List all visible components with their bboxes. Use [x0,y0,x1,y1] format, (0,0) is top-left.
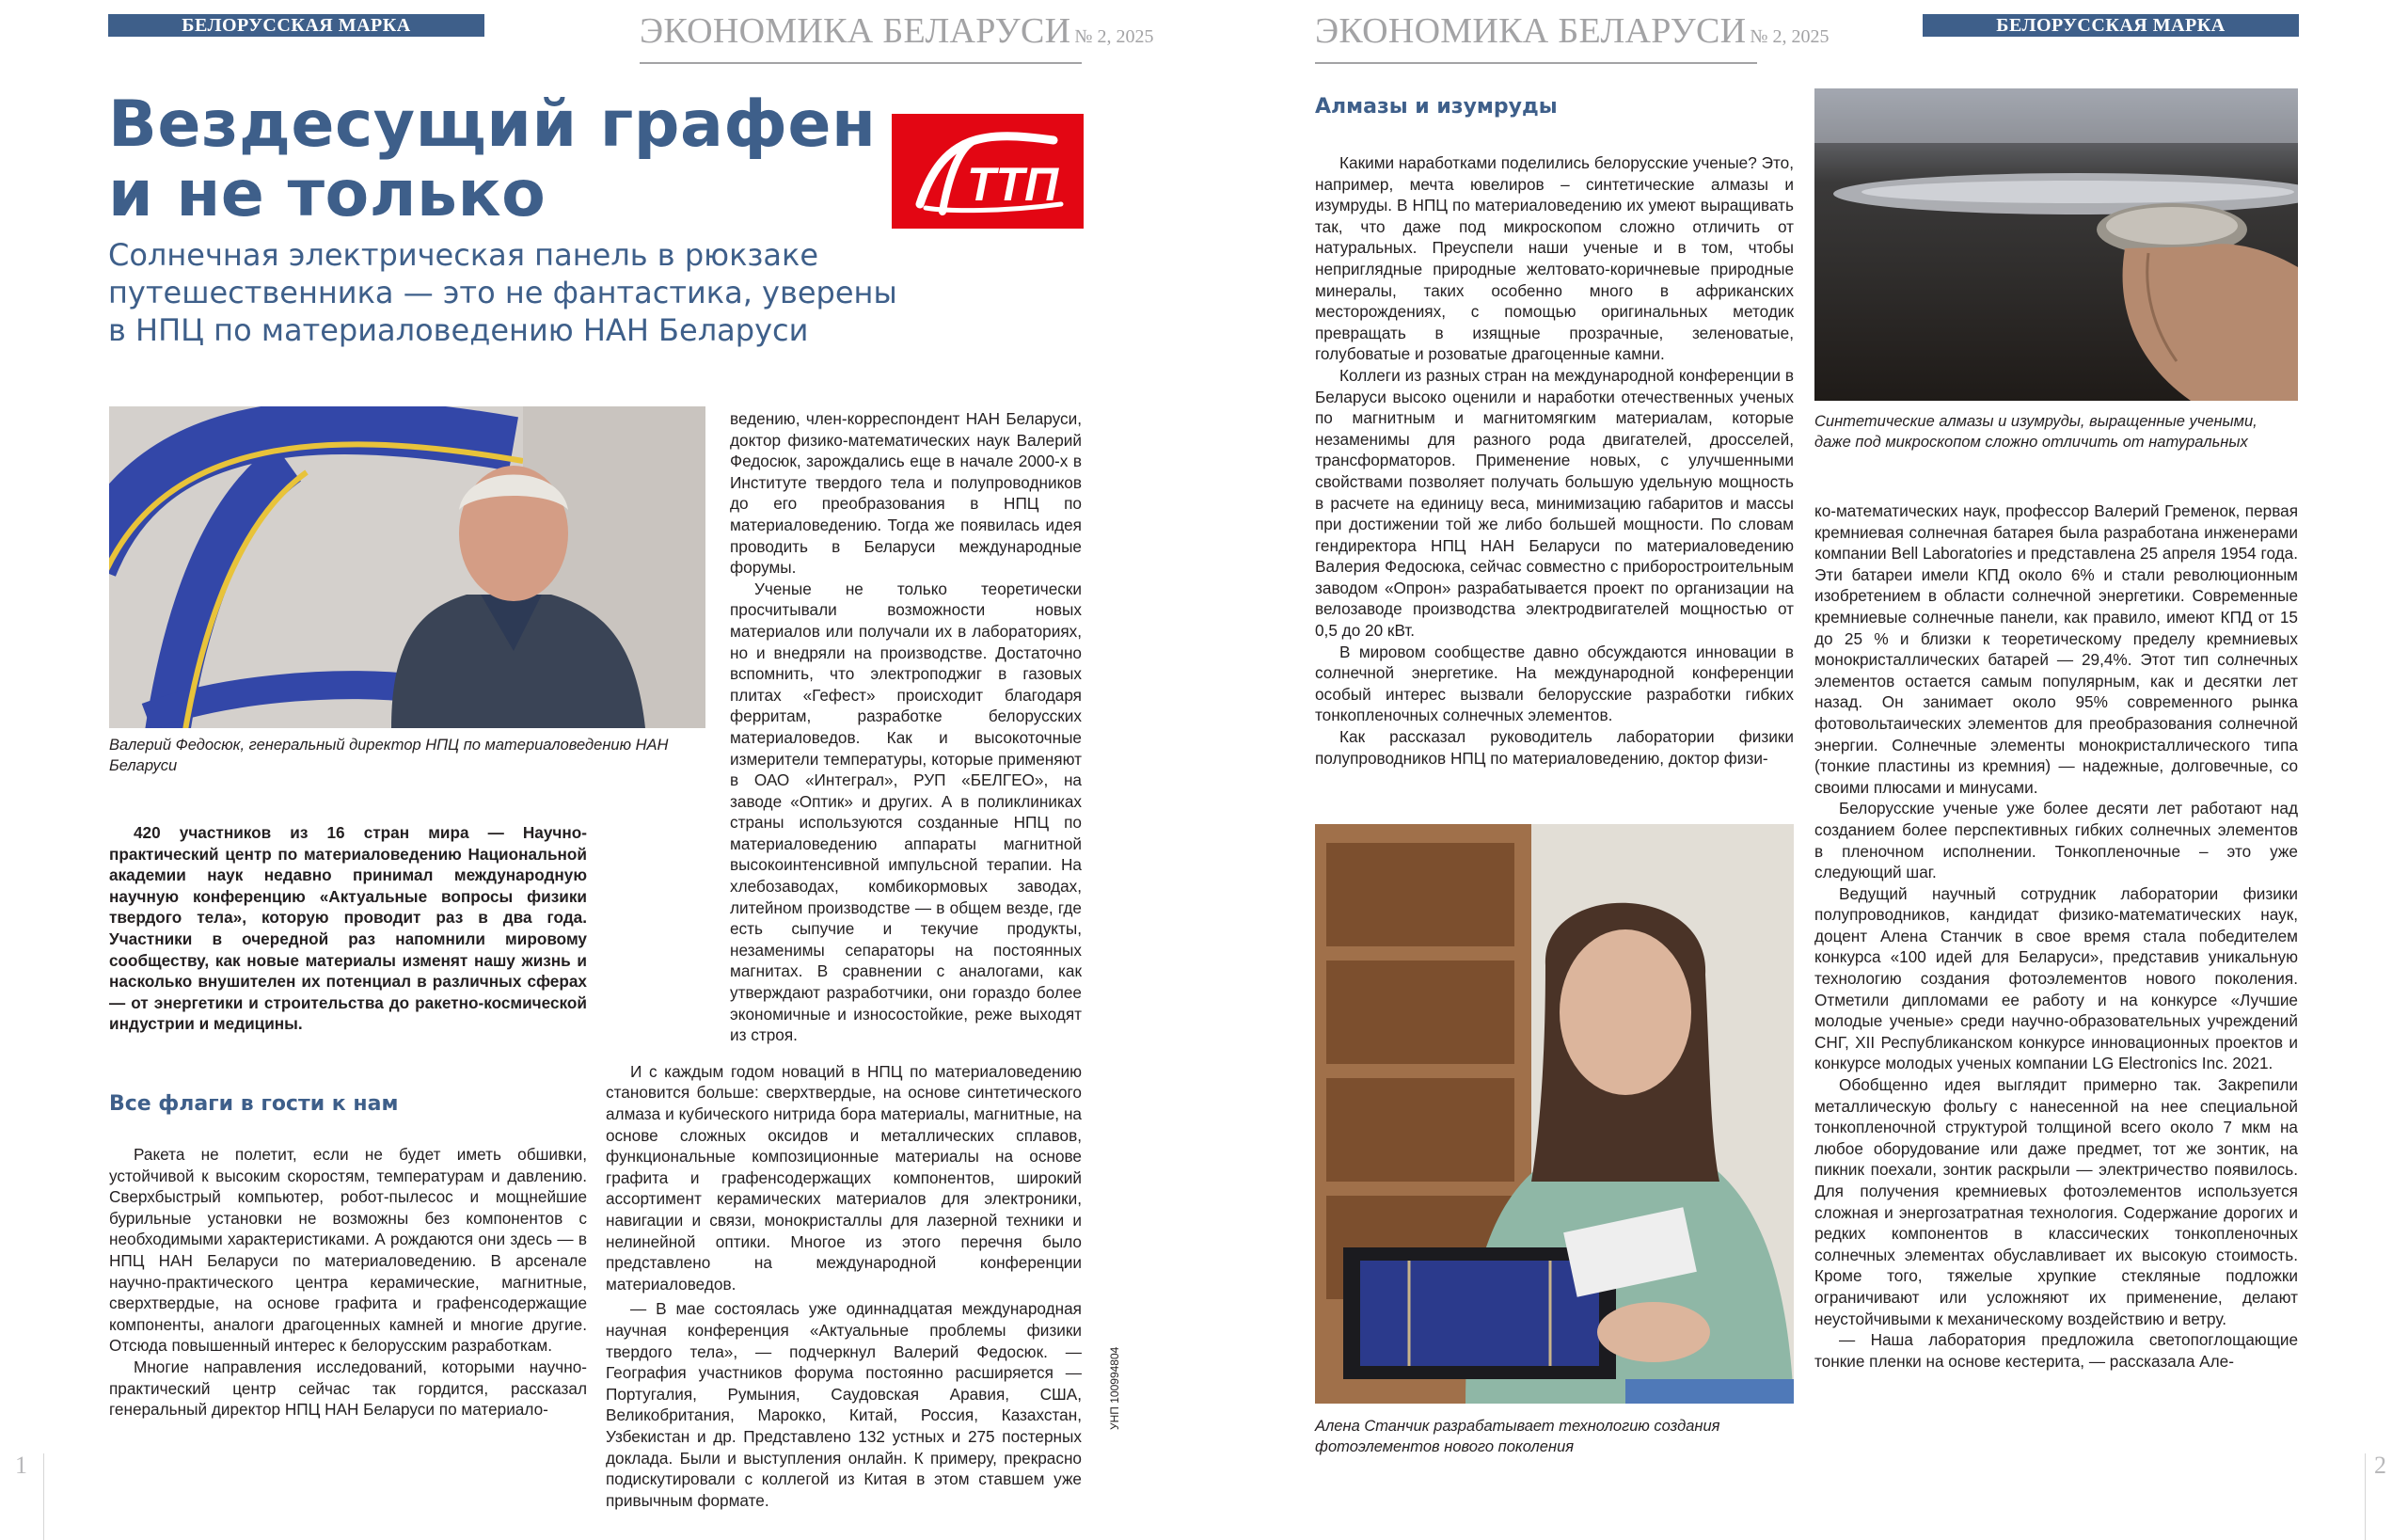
title-line-1: Вездесущий графен [108,87,877,162]
col3-paragraph-4: Как рассказал руководитель лаборатории физики полупроводников НПЦ по материаловедению, доктор физи- [1315,727,1794,768]
photo-stanchik [1315,824,1794,1404]
article-subtitle [108,236,936,349]
ttp-logo [892,114,1084,229]
column-3 [1315,152,1794,769]
photo3-caption: Алена Станчик разрабатывает технологию создания фотоэлементов нового поколения [1315,1418,1720,1455]
article-title [108,87,898,231]
magazine-header-right [1315,9,1829,58]
right-margin-rule [2365,1453,2366,1540]
magazine-title: ЭКОНОМИКА БЕЛАРУСИ [640,11,1071,51]
issue-number-right: № 2, 2025 [1750,26,1830,47]
col4-paragraph-1: ко-математических наук, профессор Валерий Гременок, первая кремниевая солнечная батарея была разработана инженерами компании Bell Laboratories и представлена 25 апреля 1954 года. Эти батареи имели КПД около 6% и стали революционным изобретением в области солнечной энергетики. Современные кремниевые солнечные панели, как правило, имеют КПД от 15 до 25 % и близки к теоретическому пределу кремниевых монокристаллических батарей — 29,4%. Этот тип солнечных элементов остается самым популярным, как и десятки лет назад. Он занимает около 95% современного рынка фотовольтаических элементов для преобразования солнечной энергии. Солнечные элементы монокристаллического типа (тонкие пластины из кремния) — надежные, долговечные, со своими плюсами и минусами. [1814,501,2298,797]
col2-paragraph-2: Ученые не только теоретически просчитывали возможности новых материалов или получали их в лабораториях, но и внедряли на производстве. Достаточно вспомнить, что электроподжиг в газовых плитах «Гефест» происходит благодаря ферритам, разработке белорусских материаловедов. Как и высокоточные измерители температуры, которые применяют в ОАО «Интеграл», РУП «БЕЛГЕО», на заводе «Оптик» и других. А в поликлиниках страны используются созданные НПЦ по материаловедению аппараты магнитной высокоинтенсивной импульсной терапии. На хлебозаводах, комбикормовых заводах, литейном производстве — в общем везде, где есть сыпучие и текучие продукты, незаменимы сепараторы на постоянных магнитах. В сравнении с аналогами, как утверждают разработчики, они гораздо более экономичные и износостойкие, реже выходят из строя. [730,579,1082,1045]
column-1 [109,1144,587,1421]
issue-number: № 2, 2025 [1074,26,1154,47]
col3-paragraph-1: Какими наработками поделились белорусские ученые? Это, например, мечта ювелиров – синтетические алмазы и изумруды. В НПЦ по материаловедению их умеют выращивать так, что даже под микроскопом сложно отличить от натуральных. Преуспели наши ученые и в том, чтобы неприглядные природные желтовато-коричневые природные минералы, таких особенно много в африканских месторождениях, с помощью оригинальных методик превращать в изящные прозрачные, зеленоватые, голубоватые и розоватые драгоценные камни. [1315,153,1794,364]
page-number-left: 1 [15,1452,27,1479]
column-4 [1814,500,2298,1372]
col4-paragraph-2: Белорусские ученые уже более десяти лет работают над созданием более перспективных гибких солнечных элементов в пленочном исполнении. Тонкопленочные – это уже следующий шаг. [1814,799,2298,882]
magazine-header-left [640,9,1153,58]
column-2 [606,408,1082,1511]
col4-paragraph-3: Ведущий научный сотрудник лаборатории физики полупроводников, кандидат физико-математических наук, доцент Алена Станчик в свое время стала победителем конкурса «100 идей для Беларуси», представив уникальную технологию создания фотоэлементов нового поколения. Отметили дипломами ее работу и на конкурсе «Лучшие молодые ученые» среди научно-образовательных учреждений СНГ, XII Республиканском конкурсе инновационных проектов и конкурсе молодых ученых компании LG Electronics Inc. 2021. [1814,883,2298,1073]
title-line-2: и не только [108,157,547,231]
left-margin-rule [43,1453,44,1540]
col4-paragraph-4: Обобщенно идея выглядит примерно так. Закрепили металлическую фольгу с нанесенной на нее специальной тонкопленочной структурой толщиной всего около 7 мкм на любое оборудование или даже предмет, тот же зонтик, на пикник поехали, зонтик раскрыли — электричество появилось. Для получения кремниевых фотоэлементов используется сложная и энергозатратная технология. Содержание дорогих и редких компонентов в классических тонкопленочных солнечных элементах обуславливает их высокую стоимость. Кроме того, тяжелые хрупкие стекляные подложки ограничивают или усложняют их применение, делают неустойчивыми к механическому воздействию и ветру. [1814,1075,2298,1328]
lead-paragraph [109,822,587,1035]
brand-label-left: БЕЛОРУССКАЯ МАРКА [108,14,484,37]
brand-label-right: БЕЛОРУССКАЯ МАРКА [1923,14,2299,37]
subtitle-line-2: путешественника — это не фантастика, уверены [108,275,897,310]
col2-paragraph-4: — В мае состоялась уже одиннадцатая международная научная конференция «Актуальные проблемы физики твердого тела», — подчеркнул Валерий Федосюк. — География участников форума постоянно расширяется — Португалия, Румыния, Саудовская Аравия, США, Великобритания, Марокко, Китай, Россия, Казахстан, Узбекистан и др. Представлено 132 устных и 275 постерных доклада. Были и выступления онлайн. К примеру, прекрасно подискутировали с коллегой из Китая в этом ставшем уже привычным формате. [606,1299,1082,1510]
section-heading-flags: Все флаги в гости к нам [109,1092,399,1116]
side-code: УНП 100994804 [1108,1346,1121,1430]
col2-paragraph-1: ведению, член-корреспондент НАН Беларуси, доктор физико-математических наук Валерий Федосюк, зарождались еще в начале 2000-х в Институте твердого тела и полупроводников до его преобразования в НПЦ по материаловедению. Тогда же появилась идея проводить в Беларуси международные форумы. [730,409,1082,578]
lead-text: 420 участников из 16 стран мира — Научно-практический центр по материаловедению Национальной академии наук недавно принимал международную научную конференцию «Актуальные вопросы физики твердого тела», которую проводит раз в два года. Участники в очередной раз напомнили мировому сообществу, как новые материалы изменят нашу жизнь и насколько внушителен их потенциал в различных сферах — от энергетики и строительства до ракетно-космической индустрии и медицины. [109,823,587,1034]
photo1-caption: Валерий Федосюк, генеральный директор НПЦ по материаловедению НАН Беларуси [109,737,669,774]
col3-paragraph-3: В мировом сообществе давно обсуждаются инновации в солнечной энергетике. На международной конференции особый интерес вызвали белорусские разработки гибких тонкопленочных солнечных элементов. [1315,642,1794,725]
col1-paragraph-1: Ракета не полетит, если не будет иметь обшивки, устойчивой к высоким скоростям, температурам и давлению. Сверхбыстрый компьютер, робот-пылесос и мощнейшие бурильные установки не возможны без компонентов с необходимыми характеристиками. А рождаются они здесь — в НПЦ НАН Беларуси по материаловедению. В арсенале научно-практического центра керамические, магнитные, сверхтвердые, на основе графита и графенсодержащие компоненты, аналоги драгоценных камней и многие другие. Отсюда повышенный интерес к белорусским разработкам. [109,1145,587,1356]
col2-paragraph-3: И с каждым годом новаций в НПЦ по материаловедению становится больше: сверхтвердые, на основе синтетического алмаза и кубического нитрида бора материалы, магнитные, на основе сложных оксидов и металлических сплавов, функциональные композиционные материалы на основе графита и графенсодержащих компонентов, широкий ассортимент керамических материалов для электроники, навигации и связи, монокристаллы для лазерной техники и нелинейной оптики. Многое из этого перечня было представлено на международной конференции материаловедов. [606,1061,1082,1294]
section-heading-diamonds: Алмазы и изумруды [1315,95,1558,119]
subtitle-line-3: в НПЦ по материаловедению НАН Беларуси [108,312,809,348]
col1-paragraph-2: Многие направления исследований, которыми научно-практический центр сейчас так гордится, рассказал генеральный директор НПЦ НАН Беларуси по материало- [109,1357,587,1420]
col4-paragraph-5: — Наша лаборатория предложила светопоглощающие тонкие пленки на основе кестерита, — рассказала Але- [1814,1330,2298,1371]
header-rule-right [1315,62,1757,64]
logo-text: ТТП [967,158,1059,211]
subtitle-line-1: Солнечная электрическая панель в рюкзаке [108,237,819,273]
photo2-caption: Синтетические алмазы и изумруды, выращенные учеными, даже под микроскопом сложно отличить от натуральных [1814,413,2258,451]
page-number-right: 2 [2374,1452,2386,1479]
col3-paragraph-2: Коллеги из разных стран на международной конференции в Беларуси высоко оценили и наработки отечественных ученых по магнитным и магнитомягким материалам, которые незаменимы для разного рода двигателей, дросселей, трансформаторов. Применение новых, с улучшенными свойствами позволяет получать большую удельную мощность в расчете на единицу веса, минимизацию габаритов и массы при достижении той же либо большей мощности. По словам гендиректора НПЦ НАН Беларуси по материаловедению Валерия Федосюка, сейчас совместно с приборостроительным заводом «Опрон» разрабатывается проект по организации на велозаводе производства электродвигателей мощностью от 0,5 до 20 кВт. [1315,365,1794,641]
photo-gem [1814,88,2298,401]
header-rule-left [640,62,1082,64]
magazine-title-right: ЭКОНОМИКА БЕЛАРУСИ [1315,11,1747,51]
ttp-logo-icon [892,114,1084,229]
